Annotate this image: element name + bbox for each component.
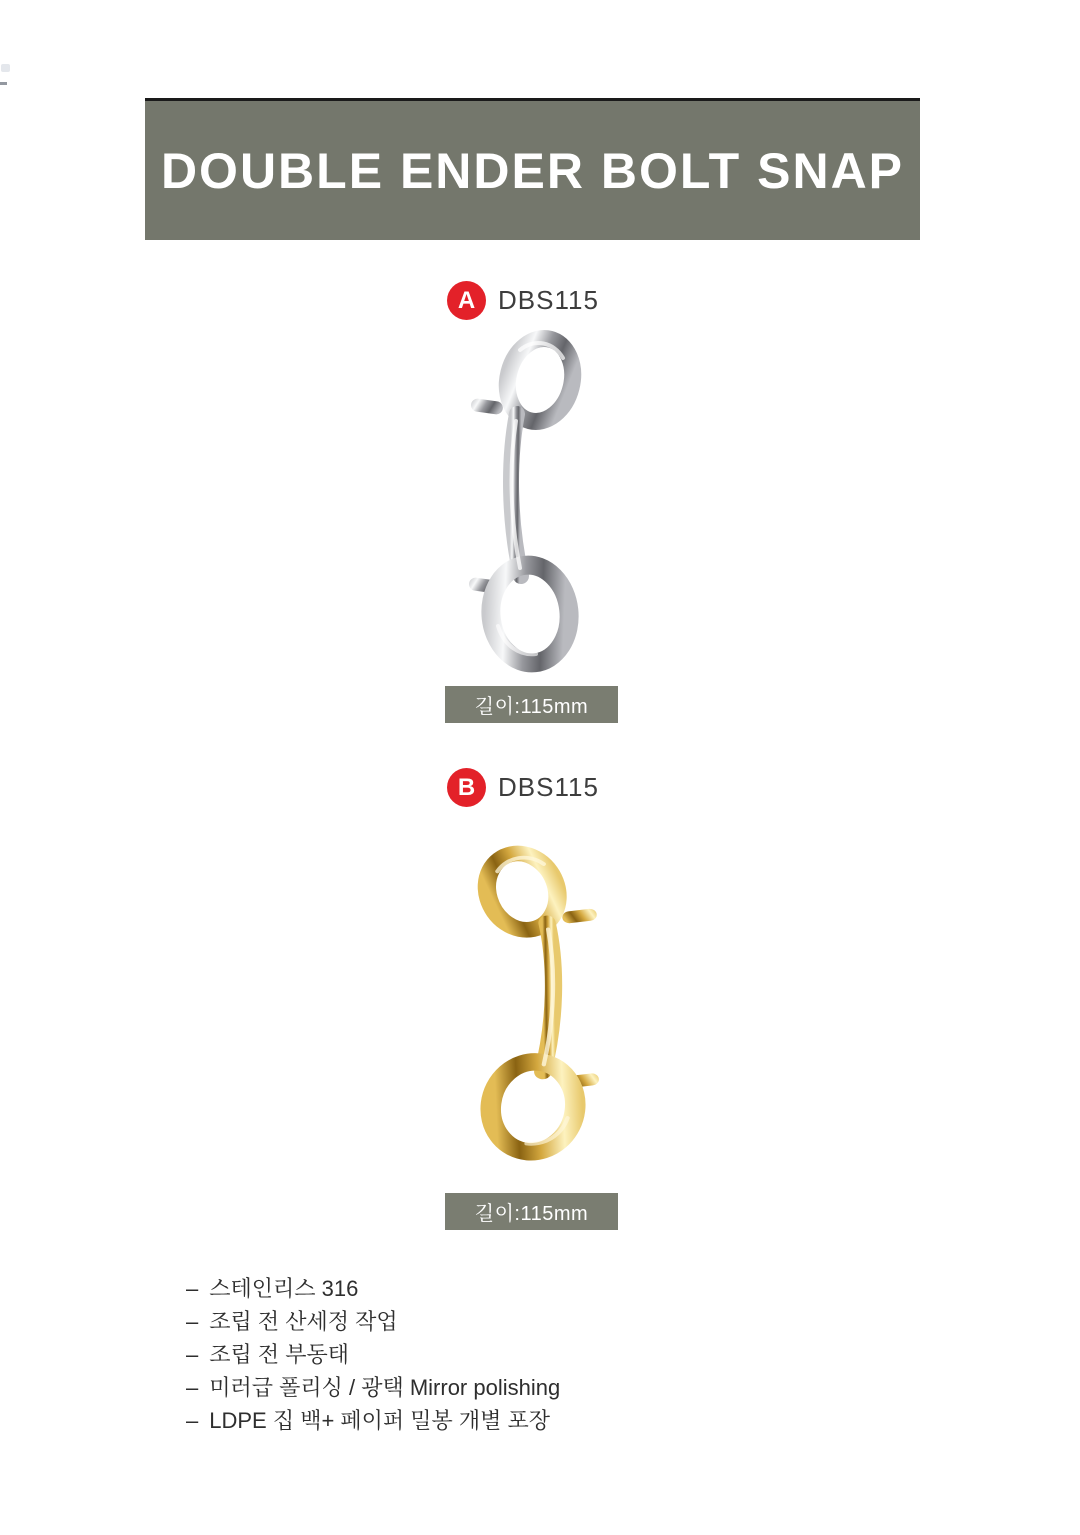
spec-bullet: – (186, 1309, 199, 1334)
spec-bullet: – (186, 1408, 199, 1433)
gold-snap-shape (478, 847, 600, 1155)
spec-item (186, 1305, 560, 1338)
product-b-code: DBS115 (498, 772, 599, 802)
header-banner (145, 98, 920, 240)
product-a-code: DBS115 (498, 285, 599, 315)
product-b-length-label: 길이:115mm (445, 1193, 618, 1230)
product-a-header (447, 281, 599, 320)
scan-artifact-dash (0, 82, 7, 85)
badge-a: A (447, 281, 486, 320)
gold-double-ender-bolt-snap-photo (466, 842, 600, 1162)
product-b-header (447, 768, 599, 807)
spec-text: LDPE 집 백+ 페이퍼 밀봉 개별 포장 (209, 1408, 551, 1433)
product-a-length-label: 길이:115mm (445, 686, 618, 723)
spec-text: 조립 전 산세정 작업 (209, 1309, 398, 1334)
spec-bullet: – (186, 1276, 199, 1301)
page-title: DOUBLE ENDER BOLT SNAP (160, 142, 905, 199)
spec-item (186, 1371, 560, 1404)
spec-text: 스테인리스 316 (209, 1276, 359, 1301)
spec-bullet: – (186, 1342, 199, 1367)
spec-item (186, 1404, 560, 1437)
silver-snap-shape (468, 332, 581, 667)
spec-text: 조립 전 부동태 (209, 1342, 349, 1367)
badge-b: B (447, 768, 486, 807)
spec-text: 미러급 폴리싱 / 광택 Mirror polishing (209, 1375, 561, 1400)
spec-item (186, 1272, 560, 1305)
silver-double-ender-bolt-snap-photo (468, 326, 592, 674)
scan-artifact-speck (1, 64, 10, 72)
spec-item (186, 1338, 560, 1371)
spec-list (186, 1272, 560, 1437)
spec-bullet: – (186, 1375, 199, 1400)
